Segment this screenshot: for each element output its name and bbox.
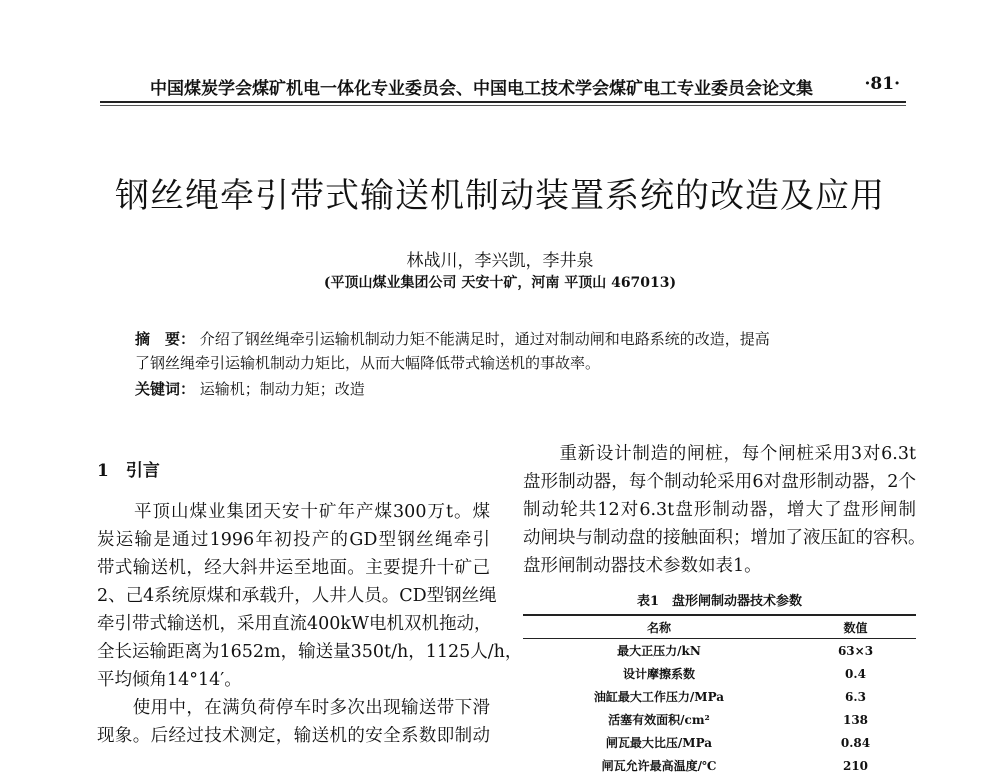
table-row [523, 754, 916, 777]
table-row [523, 639, 916, 663]
authors: 林战川，李兴凯，李井泉 [406, 251, 594, 271]
paragraph-line: 动闸块与制动盘的接触面积；增加了液压缸的容积。 [523, 528, 926, 548]
param-value: 63×3 [837, 643, 874, 658]
param-name: 设计摩擦系数 [622, 667, 695, 681]
table-caption: 表1 盘形闸制动器技术参数 [636, 594, 803, 609]
paragraph-line: 盘形闸制动器技术参数如表1。 [523, 556, 762, 576]
paragraph-line: 重新设计制造的闸桩，每个闸桩采用3对6.3t [523, 444, 916, 464]
paper-title: 钢丝绳牵引带式输送机制动装置系统的改造及应用 [115, 176, 885, 216]
header-rule-thin [100, 105, 906, 106]
paragraph-line: 使用中，在满负荷停车时多次出现输送带下滑 [97, 698, 490, 718]
paragraph-line: 制动轮共12对6.3t盘形制动器，增大了盘形闸制 [523, 500, 916, 520]
param-value: 0.4 [845, 666, 866, 681]
paragraph-line: 带式输送机，经大斜井运至地面。主要提升十矿己 [97, 558, 490, 578]
param-name: 最大正压力/kN [617, 644, 701, 658]
keywords-text: 运输机；制动力矩；改造 [199, 380, 365, 398]
abstract-label: 摘 要： [135, 330, 196, 348]
table-header-value: 数值 [795, 615, 916, 639]
keywords-label: 关键词： [135, 380, 196, 398]
abstract-text: 介绍了钢丝绳牵引运输机制动力矩不能满足时，通过对制动闸和电路系统的改造，提高 [199, 330, 770, 348]
param-name: 闸瓦最大比压/MPa [605, 736, 713, 750]
table-row [523, 731, 916, 754]
section-heading: 1 引言 [97, 461, 160, 481]
page-number: ·81· [864, 74, 900, 94]
abstract-line-2: 了钢丝绳牵引运输机制动力矩比，从而大幅降低带式输送机的事故率。 [135, 354, 601, 372]
table-row [523, 685, 916, 708]
header-rule [100, 101, 906, 103]
param-value: 0.84 [840, 735, 871, 750]
affiliation: (平顶山煤业集团公司 天安十矿，河南 平顶山 467013) [323, 275, 677, 291]
running-header [150, 74, 900, 99]
table-header-name: 名称 [523, 615, 795, 639]
param-value: 138 [842, 712, 869, 727]
table-row [523, 662, 916, 685]
keywords [135, 378, 880, 399]
paragraph-line: 牵引带式输送机，采用直流400kW电机双机拖动， [97, 614, 492, 634]
abstract-line-1 [135, 328, 880, 349]
paragraph-line: 2、己4系统原煤和承载升，人井人员。CD型钢丝绳 [97, 586, 497, 606]
paragraph-line: 盘形制动器，每个制动轮采用6对盘形制动器，2个 [523, 472, 916, 492]
journal-name: 中国煤炭学会煤矿机电一体化专业委员会、中国电工技术学会煤矿电工专业委员会论文集 [150, 79, 813, 99]
parameters-table [523, 614, 916, 777]
left-column [97, 456, 523, 750]
param-value: 6.3 [845, 689, 866, 704]
right-column [523, 440, 926, 580]
table-row [523, 708, 916, 731]
paragraph-line: 平均倾角14°14′。 [97, 670, 242, 690]
param-name: 活塞有效面积/cm² [608, 713, 710, 727]
paragraph-line: 炭运输是通过1996年初投产的GD型钢丝绳牵引 [97, 530, 490, 550]
paragraph-line: 全长运输距离为1652m，输送量350t/h，1125人/h， [97, 642, 523, 662]
param-name: 油缸最大工作压力/MPa [593, 690, 725, 704]
param-name: 闸瓦允许最高温度/℃ [601, 759, 717, 773]
paragraph-line: 现象。后经过技术测定，输送机的安全系数即制动 [97, 726, 490, 746]
param-value: 210 [842, 758, 869, 773]
paragraph-line: 平顶山煤业集团天安十矿年产煤300万t。煤 [97, 502, 490, 522]
